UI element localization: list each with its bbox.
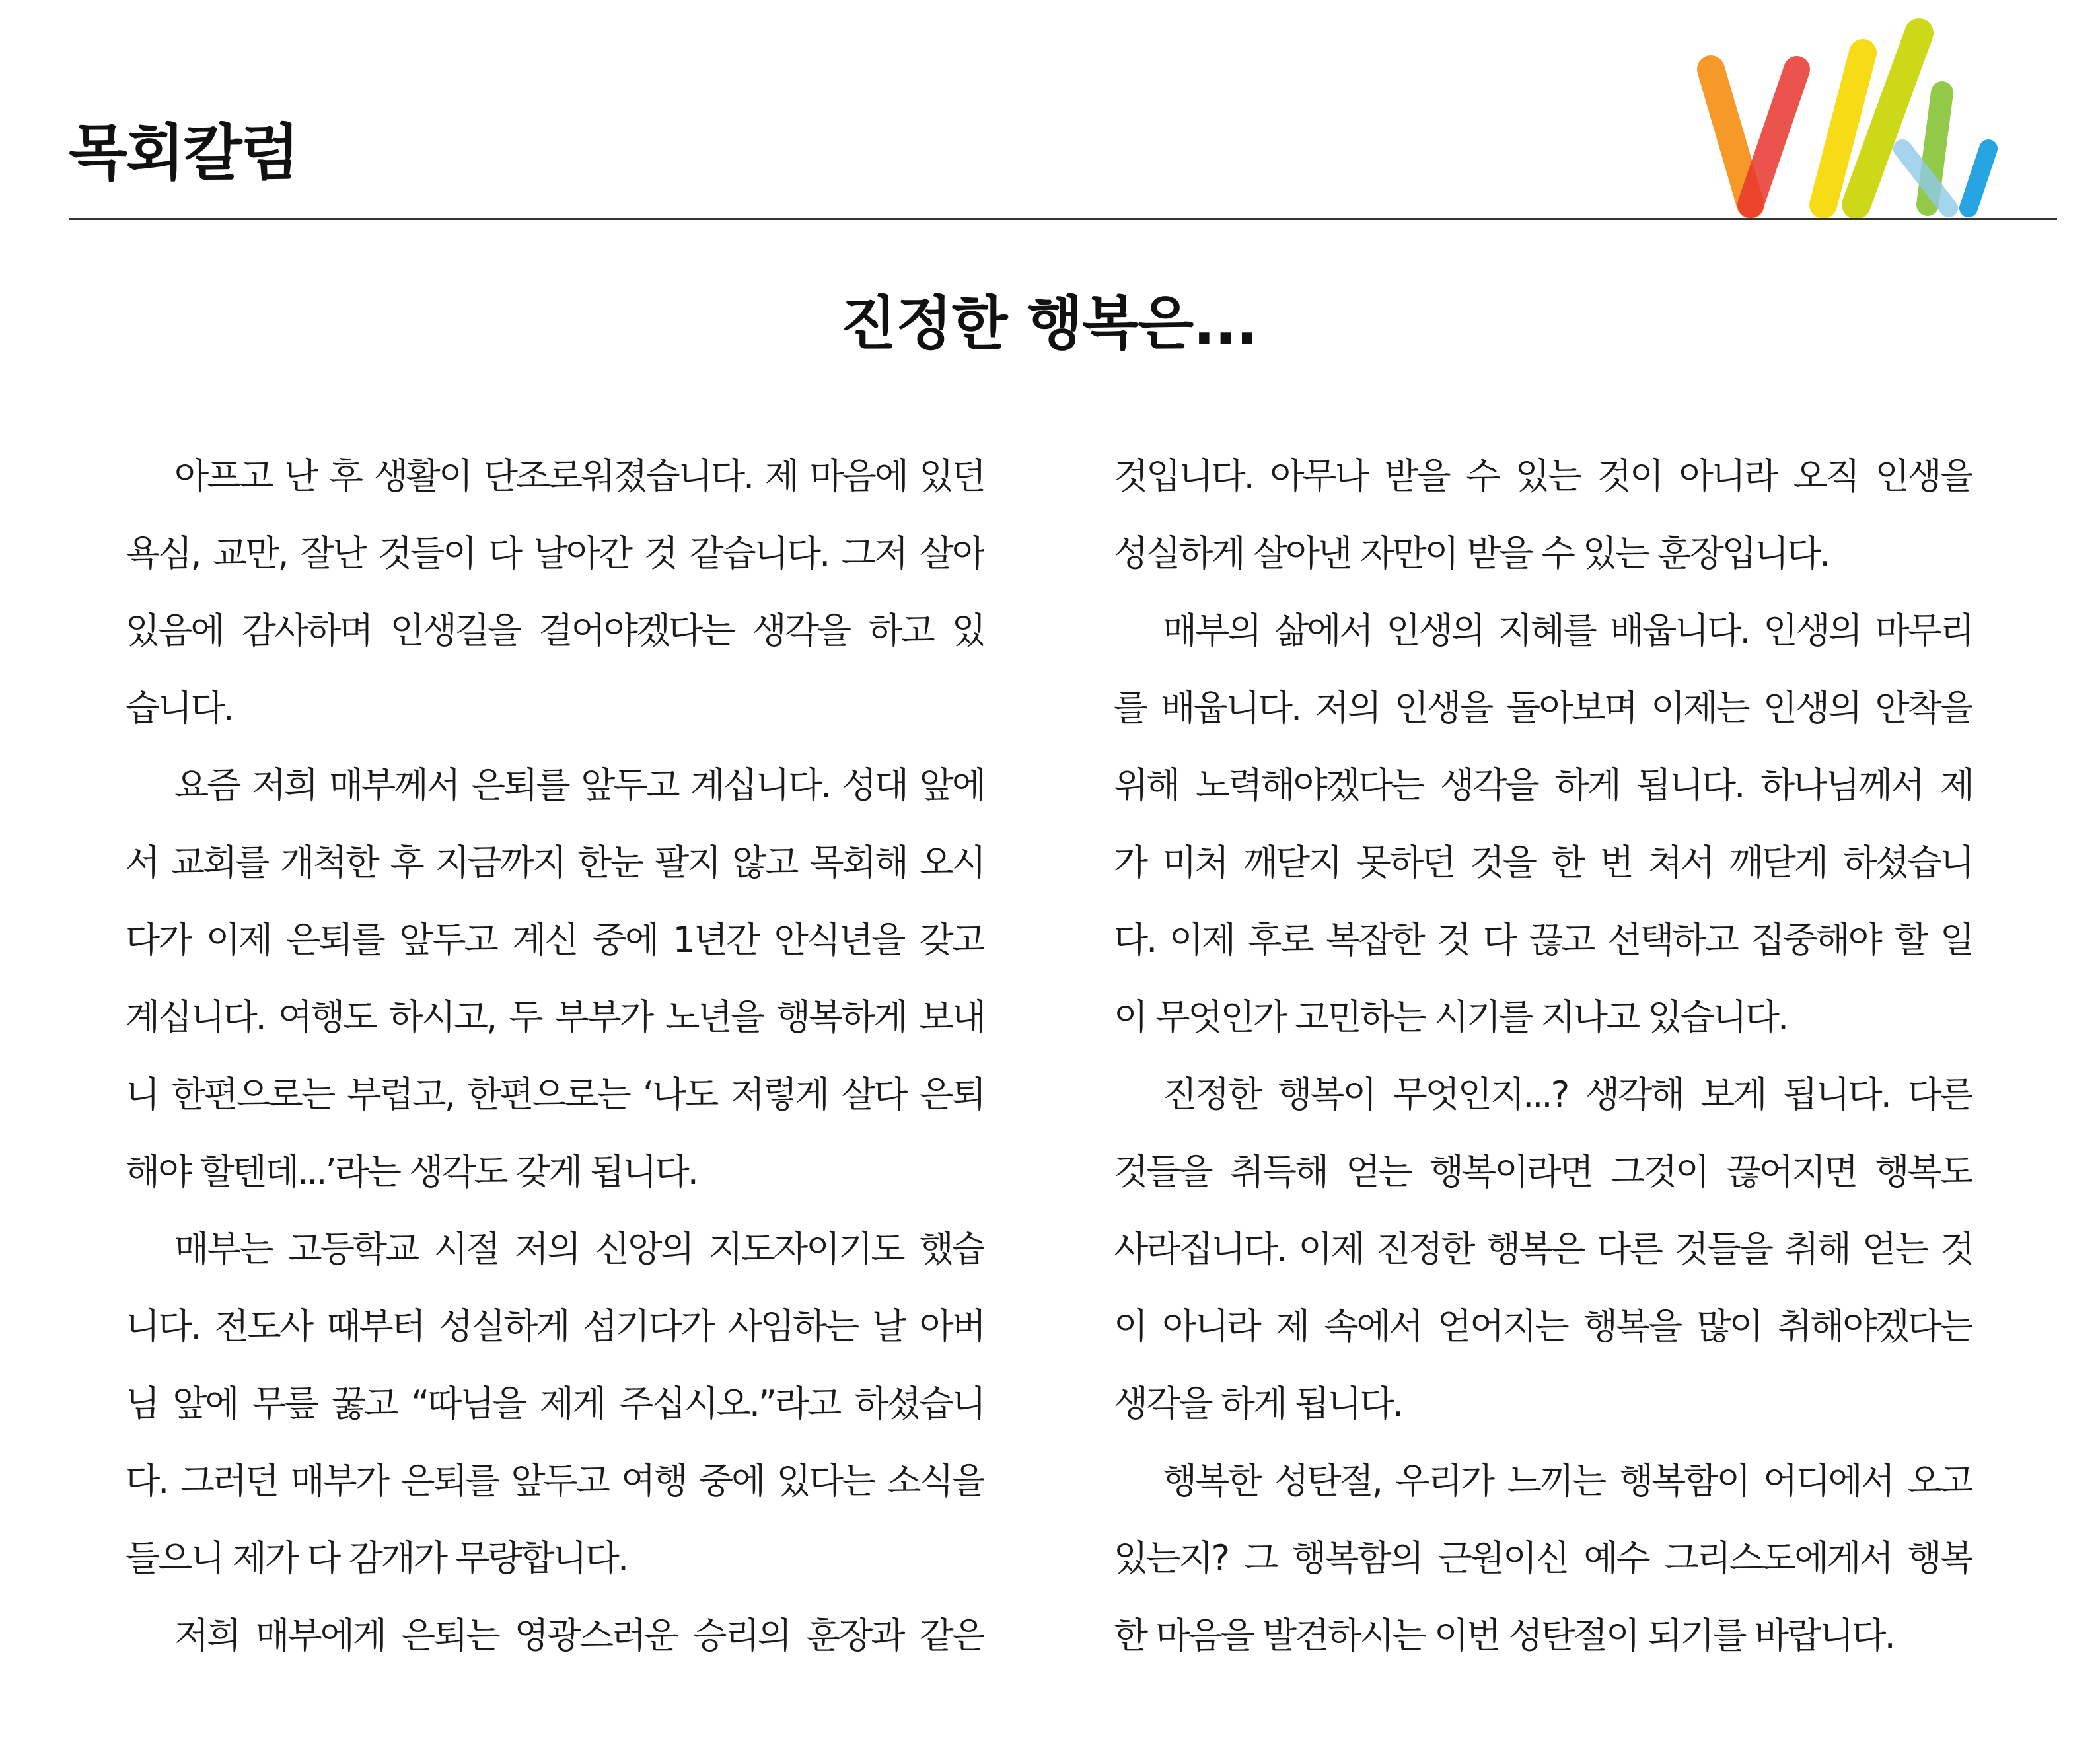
text-line: 계십니다. 여행도 하시고, 두 부부가 노년을 행복하게 보내 [126,996,984,1038]
text-line: 요즘 저희 매부께서 은퇴를 앞두고 계십니다. 성대 앞에 [174,764,984,806]
text-line: 해야 할텐데...’라는 생각도 갖게 됩니다. [126,1151,697,1193]
logo-stripe [1969,149,1988,208]
text-line: 매부의 삶에서 인생의 지혜를 배웁니다. 인생의 마무리 [1163,610,1972,651]
text-line: 있는지? 그 행복함의 근원이신 예수 그리스도에게서 행복 [1114,1537,1972,1579]
text-line: 이 무엇인가 고민하는 시기를 지나고 있습니다. [1114,996,1788,1038]
text-line: 이 아니라 제 속에서 얻어지는 행복을 많이 취해야겠다는 [1114,1305,1972,1347]
text-line: 진정한 행복이 무엇인지...? 생각해 보게 됩니다. 다른 [1163,1074,1972,1115]
text-line: 성실하게 살아낸 자만이 받을 수 있는 훈장입니다. [1114,533,1829,574]
text-line: 욕심, 교만, 잘난 것들이 다 날아간 것 같습니다. 그저 살아 [126,533,984,574]
text-line: 습니다. [126,687,233,729]
section-label: 목회칼럼 [69,118,299,188]
text-line: 들으니 제가 다 감개가 무량합니다. [126,1537,628,1579]
text-line: 아프고 난 후 생활이 단조로워졌습니다. 제 마음에 있던 [174,455,984,497]
left-text-column [126,437,984,1674]
text-line: 서 교회를 개척한 후 지금까지 한눈 팔지 않고 목회해 오시 [126,842,984,883]
text-line: 생각을 하게 됩니다. [1114,1383,1402,1424]
text-line: 있음에 감사하며 인생길을 걸어야겠다는 생각을 하고 있 [126,610,984,651]
text-line: 다가 이제 은퇴를 앞두고 계신 중에 1년간 안식년을 갖고 [126,919,984,961]
text-line: 한 마음을 발견하시는 이번 성탄절이 되기를 바랍니다. [1114,1615,1894,1656]
text-line: 행복한 성탄절, 우리가 느끼는 행복함이 어디에서 오고 [1163,1460,1972,1502]
text-line: 매부는 고등학교 시절 저의 신앙의 지도자이기도 했습 [174,1228,984,1270]
text-line: 님 앞에 무릎 꿇고 “따님을 제게 주십시오.”라고 하셨습니 [126,1383,984,1424]
text-line: 것입니다. 아무나 받을 수 있는 것이 아니라 오직 인생을 [1114,455,1972,497]
text-line: 니 한편으로는 부럽고, 한편으로는 ‘나도 저렇게 살다 은퇴 [126,1074,984,1115]
text-line: 사라집니다. 이제 진정한 행복은 다른 것들을 취해 얻는 것 [1114,1228,1972,1270]
colorful-stripes-logo [1678,7,2021,221]
text-line: 를 배웁니다. 저의 인생을 돌아보며 이제는 인생의 안착을 [1114,687,1972,729]
right-text-column [1114,437,1972,1674]
text-line: 위해 노력해야겠다는 생각을 하게 됩니다. 하나님께서 제 [1114,764,1972,806]
text-line: 니다. 전도사 때부터 성실하게 섬기다가 사임하는 날 아버 [126,1305,984,1347]
header-divider [69,218,2057,220]
text-line: 것들을 취득해 얻는 행복이라면 그것이 끊어지면 행복도 [1114,1151,1972,1193]
text-line: 저희 매부에게 은퇴는 영광스러운 승리의 훈장과 같은 [174,1615,984,1656]
text-line: 다. 이제 후로 복잡한 것 다 끊고 선택하고 집중해야 할 일 [1114,919,1972,961]
article-title: 진정한 행복은... [840,289,1258,357]
text-line: 가 미처 깨닫지 못하던 것을 한 번 쳐서 깨닫게 하셨습니 [1114,842,1972,883]
logo-stripe [1751,69,1797,205]
text-line: 다. 그러던 매부가 은퇴를 앞두고 여행 중에 있다는 소식을 [126,1460,984,1502]
